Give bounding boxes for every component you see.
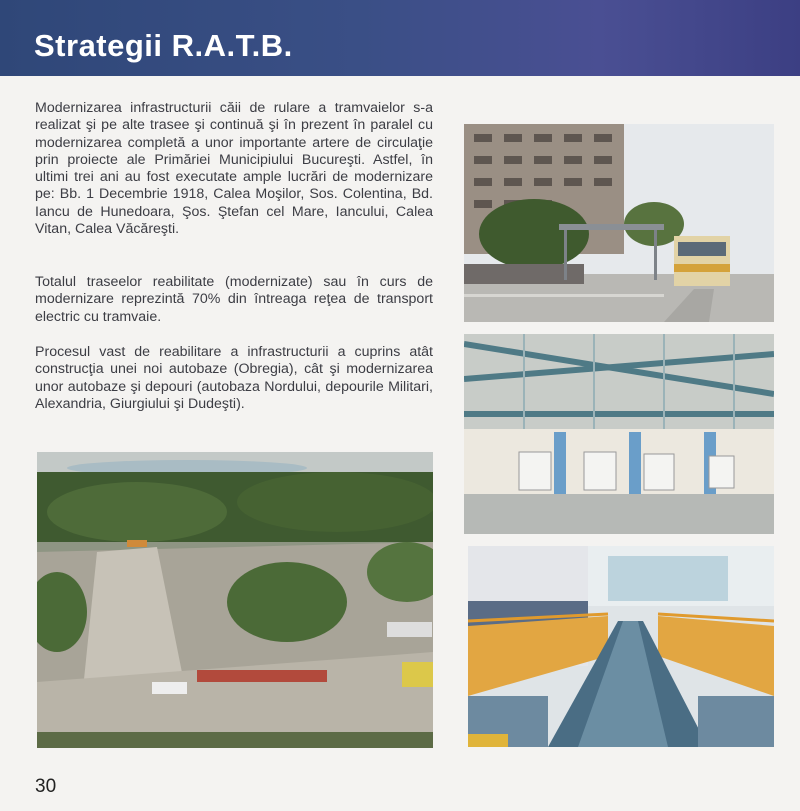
page-title: Strategii R.A.T.B. <box>34 28 293 63</box>
photo-bus-depot <box>464 334 774 534</box>
photo-tram-workshop <box>468 546 774 747</box>
paragraph-rehabilitated-total: Totalul traseelor reabilitate (modernizate) sau în curs de modernizare reprezintă 70% din întreaga reţea de transport electric cu tramvaie. <box>35 274 433 325</box>
paragraph-depots: Procesul vast de reabilitare a infrastructurii a cuprins atât construcţia unei noi autobaze (Obregia), cât şi modernizarea unor autobaze şi depouri (autobaza Nordului, depourile Militari, Alexandria, Giurgiului şi Dudeşti). <box>35 344 433 412</box>
paragraph-modernization: Modernizarea infrastructurii căii de rulare a tramvaielor s-a realizat şi pe alte trasee şi continuă şi în prezent în paralel cu modernizarea completă a unor importante artere de circulaţie prin proiecte ale Primăriei Municipiului Bucureşti. Astfel, în ultimi trei ani au fost executate ample lucrări de modernizare pe: Bb. 1 Decembrie 1918, Calea Moşilor, Sos. Colentina, Bd. Iancu de Hunedoara, Şos. Ştefan cel Mare, Iancului, Calea Vitan, Calea Văcăreşti. <box>35 100 433 238</box>
photo-tram-stop-street <box>464 124 774 322</box>
page-number: 30 <box>35 776 57 797</box>
photo-aerial-tram-terminus <box>37 452 433 748</box>
